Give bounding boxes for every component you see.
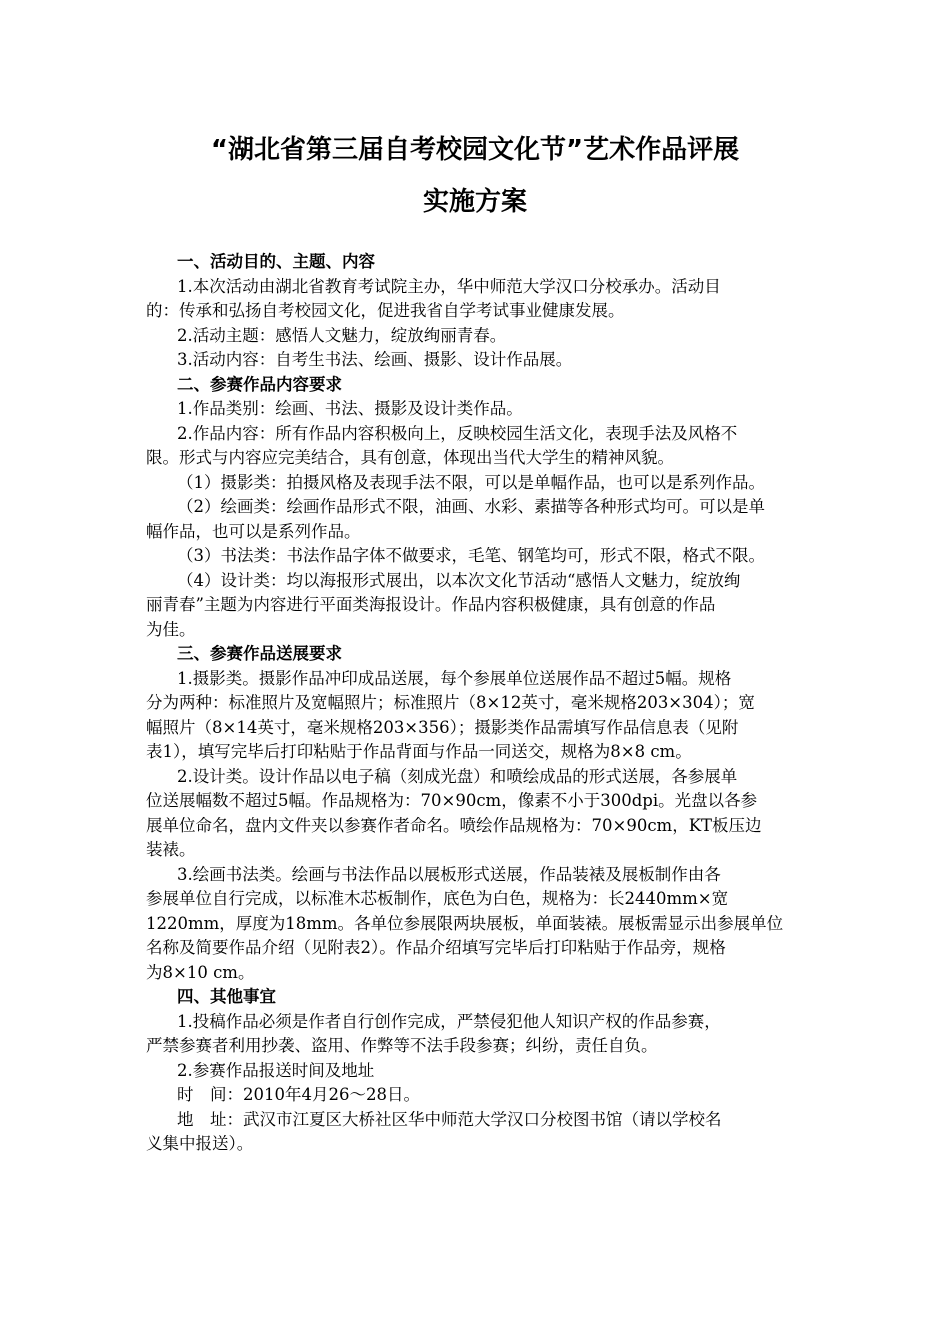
body-paragraph (177, 544, 817, 569)
section-heading: 二、参赛作品内容要求 (177, 374, 342, 394)
paragraph-line: 参展单位自行完成，以标准木芯板制作，底色为白色，规格为：长2440mm×宽 (146, 889, 729, 908)
body-paragraph (146, 1108, 817, 1157)
document-subtitle: 实施方案 (422, 187, 527, 217)
body-paragraph (177, 1059, 817, 1084)
body-paragraph (177, 348, 817, 373)
paragraph-line: 3.活动内容：自考生书法、绘画、摄影、设计作品展。 (177, 350, 573, 369)
body-paragraph (177, 471, 817, 496)
section-heading: 四、其他事宜 (177, 987, 276, 1006)
paragraph-line: 限。形式与内容应完美结合，具有创意，体现出当代大学生的精神风貌。 (146, 448, 674, 467)
document-body (146, 250, 817, 1157)
paragraph-line: 1.本次活动由湖北省教育考试院主办，华中师范大学汉口分校承办。活动目 (177, 276, 721, 296)
paragraph-line: 1.摄影类。摄影作品冲印成品送展，每个参展单位送展作品不超过5幅。规格 (177, 668, 732, 688)
paragraph-line: 2.活动主题：感悟人文魅力，绽放绚丽青春。 (177, 325, 507, 345)
body-paragraph (177, 324, 817, 349)
paragraph-line: 位送展幅数不超过5幅。作品规格为：70×90cm，像素不小于300dpi。光盘以各参 (146, 791, 758, 810)
paragraph-line: 义集中报送）。 (146, 1134, 254, 1153)
body-paragraph (146, 422, 817, 471)
paragraph-line: 3.绘画书法类。绘画与书法作品以展板形式送展，作品装裱及展板制作由各 (177, 864, 721, 884)
body-paragraph (177, 397, 817, 422)
document-title: “湖北省第三届自考校园文化节”艺术作品评展 (210, 135, 740, 165)
paragraph-line: （2）绘画类：绘画作品形式不限，油画、水彩、素描等各种形式均可。可以是单 (177, 497, 765, 516)
paragraph-line: 幅照片（8×14英寸，毫米规格203×356）；摄影类作品需填写作品信息表（见附 (146, 717, 739, 737)
body-paragraph (146, 569, 817, 643)
paragraph-line: （3）书法类：书法作品字体不做要求，毛笔、钢笔均可，形式不限，格式不限。 (177, 546, 765, 565)
body-paragraph (177, 1083, 817, 1108)
paragraph-line: 时 间：2010年4月26～28日。 (177, 1085, 420, 1104)
paragraph-line: 2.设计类。设计作品以电子稿（刻成光盘）和喷绘成品的形式送展，各参展单 (177, 766, 738, 786)
paragraph-line: 1.作品类别：绘画、书法、摄影及设计类作品。 (177, 399, 523, 418)
paragraph-line: 严禁参赛者利用抄袭、盗用、作弊等不法手段参赛；纠纷，责任自负。 (146, 1036, 658, 1055)
paragraph-line: 1220mm，厚度为18mm。各单位参展限两块展板，单面装裱。展板需显示出参展单位 (146, 913, 784, 933)
paragraph-line: 2.参赛作品报送时间及地址 (177, 1060, 375, 1080)
paragraph-line: 幅作品，也可以是系列作品。 (146, 521, 361, 541)
paragraph-line: 表1），填写完毕后打印粘贴于作品背面与作品一同送交，规格为8×8 cm。 (146, 742, 692, 761)
paragraph-line: （1）摄影类：拍摄风格及表现手法不限，可以是单幅作品，也可以是系列作品。 (177, 472, 765, 492)
body-paragraph (146, 863, 817, 986)
body-paragraph (146, 275, 817, 324)
section-heading: 一、活动目的、主题、内容 (177, 252, 375, 271)
paragraph-line: 的：传承和弘扬自考校园文化，促进我省自学考试事业健康发展。 (146, 301, 625, 320)
body-paragraph (146, 1010, 817, 1059)
paragraph-line: 装裱。 (146, 840, 196, 859)
paragraph-line: 展单位命名，盘内文件夹以参赛作者命名。喷绘作品规格为：70×90cm，KT板压边 (146, 815, 762, 835)
paragraph-line: 名称及简要作品介绍（见附表2）。作品介绍填写完毕后打印粘贴于作品旁，规格 (146, 938, 726, 957)
paragraph-line: 为8×10 cm。 (146, 962, 255, 982)
section-heading: 三、参赛作品送展要求 (177, 644, 342, 663)
paragraph-line: 地 址：武汉市江夏区大桥社区华中师范大学汉口分校图书馆（请以学校名 (177, 1109, 722, 1129)
paragraph-line: 为佳。 (146, 619, 196, 639)
body-paragraph (146, 765, 817, 863)
paragraph-line: 1.投稿作品必须是作者自行创作完成，严禁侵犯他人知识产权的作品参赛， (177, 1011, 721, 1031)
body-paragraph (146, 495, 817, 544)
paragraph-line: 丽青春”主题为内容进行平面类海报设计。作品内容积极健康，具有创意的作品 (146, 595, 716, 614)
paragraph-line: （4）设计类：均以海报形式展出，以本次文化节活动“感悟人文魅力，绽放绚 (177, 570, 741, 590)
paragraph-line: 分为两种：标准照片及宽幅照片；标准照片（8×12英寸，毫米规格203×304）；宽 (146, 693, 755, 712)
paragraph-line: 2.作品内容：所有作品内容积极向上，反映校园生活文化，表现手法及风格不 (177, 423, 738, 443)
body-paragraph (146, 667, 817, 765)
